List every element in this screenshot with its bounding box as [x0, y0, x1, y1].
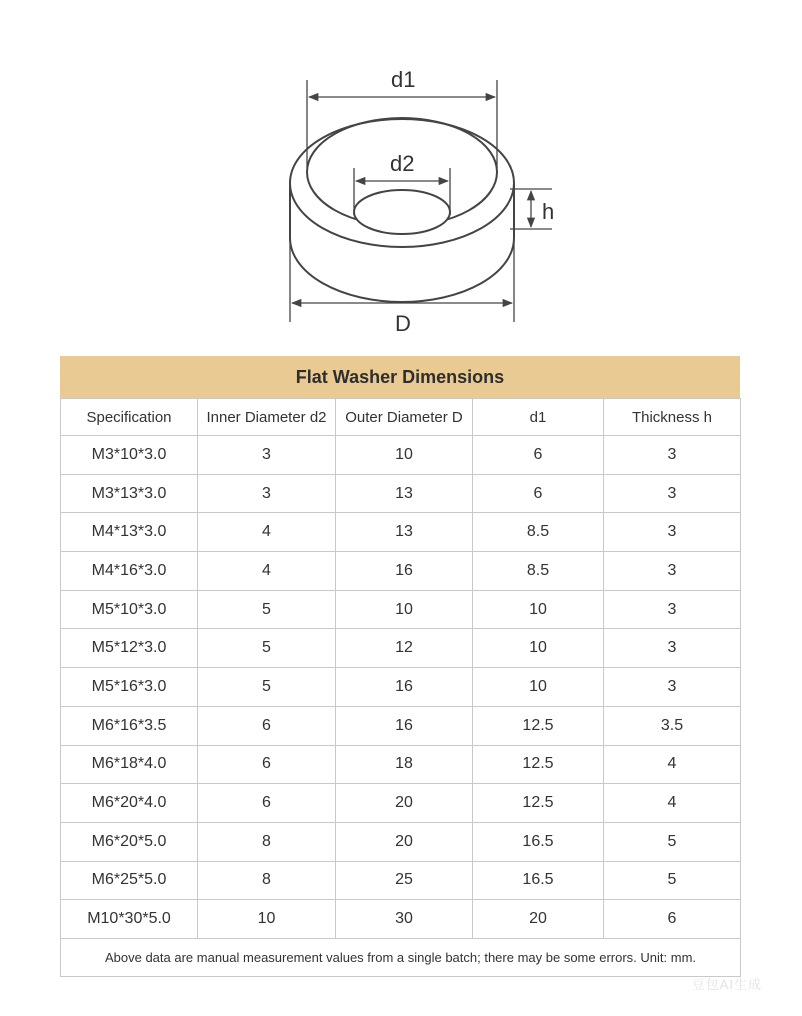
header-d1: d1 [473, 399, 604, 436]
table-row [61, 474, 741, 513]
cell-inner: 4 [198, 552, 336, 591]
cell-inner: 8 [198, 822, 336, 861]
cell-d1: 10 [473, 629, 604, 668]
table-row [61, 745, 741, 784]
cell-spec: M6*20*5.0 [61, 822, 198, 861]
table-title: Flat Washer Dimensions [60, 356, 740, 398]
cell-inner: 3 [198, 474, 336, 513]
D-dimension [290, 240, 514, 322]
cell-d1: 20 [473, 900, 604, 939]
table-row [61, 861, 741, 900]
watermark: 豆包AI生成 [691, 977, 762, 992]
table-note: Above data are manual measurement values from a single batch; there may be some errors. Unit: mm. [61, 938, 741, 976]
cell-inner: 8 [198, 861, 336, 900]
cell-spec: M3*13*3.0 [61, 474, 198, 513]
cell-thickness: 3.5 [604, 706, 741, 745]
cell-d1: 8.5 [473, 513, 604, 552]
cell-outer: 20 [336, 822, 473, 861]
header-outer-diameter: Outer Diameter D [336, 399, 473, 436]
table-row [61, 552, 741, 591]
h-label: h [542, 199, 555, 224]
cell-spec: M10*30*5.0 [61, 900, 198, 939]
cell-d1: 6 [473, 436, 604, 475]
cell-inner: 10 [198, 900, 336, 939]
cell-d1: 10 [473, 590, 604, 629]
cell-thickness: 3 [604, 629, 741, 668]
table-row [61, 706, 741, 745]
cell-thickness: 3 [604, 436, 741, 475]
table-row [61, 900, 741, 939]
washer-diagram [0, 0, 802, 350]
cell-spec: M4*13*3.0 [61, 513, 198, 552]
cell-outer: 10 [336, 590, 473, 629]
cell-d1: 6 [473, 474, 604, 513]
header-specification: Specification [61, 399, 198, 436]
cell-thickness: 3 [604, 590, 741, 629]
cell-thickness: 3 [604, 552, 741, 591]
cell-outer: 13 [336, 474, 473, 513]
cell-inner: 5 [198, 668, 336, 707]
cell-d1: 16.5 [473, 822, 604, 861]
cell-outer: 16 [336, 552, 473, 591]
cell-spec: M6*18*4.0 [61, 745, 198, 784]
cell-spec: M4*16*3.0 [61, 552, 198, 591]
cell-inner: 6 [198, 784, 336, 823]
table-row [61, 590, 741, 629]
cell-d1: 8.5 [473, 552, 604, 591]
cell-inner: 5 [198, 590, 336, 629]
cell-inner: 5 [198, 629, 336, 668]
cell-inner: 6 [198, 706, 336, 745]
table-row [61, 513, 741, 552]
cell-thickness: 4 [604, 745, 741, 784]
cell-inner: 4 [198, 513, 336, 552]
cell-spec: M3*10*3.0 [61, 436, 198, 475]
cell-outer: 18 [336, 745, 473, 784]
note-row [61, 938, 741, 976]
cell-thickness: 3 [604, 474, 741, 513]
D-label: D [395, 311, 411, 336]
cell-outer: 20 [336, 784, 473, 823]
cell-thickness: 6 [604, 900, 741, 939]
dimensions-table-container [60, 356, 740, 977]
cell-inner: 6 [198, 745, 336, 784]
cell-thickness: 5 [604, 861, 741, 900]
cell-outer: 10 [336, 436, 473, 475]
cell-d1: 12.5 [473, 745, 604, 784]
table-row [61, 822, 741, 861]
cell-d1: 10 [473, 668, 604, 707]
d2-label: d2 [390, 151, 415, 176]
cell-spec: M6*25*5.0 [61, 861, 198, 900]
dimensions-table [60, 398, 741, 977]
cell-d1: 12.5 [473, 784, 604, 823]
cell-outer: 12 [336, 629, 473, 668]
d1-label: d1 [391, 67, 416, 92]
table-row [61, 629, 741, 668]
cell-spec: M5*12*3.0 [61, 629, 198, 668]
cell-outer: 13 [336, 513, 473, 552]
cell-thickness: 3 [604, 513, 741, 552]
cell-spec: M5*10*3.0 [61, 590, 198, 629]
cell-outer: 30 [336, 900, 473, 939]
cell-spec: M6*16*3.5 [61, 706, 198, 745]
washer-shape [290, 118, 514, 302]
cell-d1: 12.5 [473, 706, 604, 745]
header-row [61, 399, 741, 436]
header-inner-diameter: Inner Diameter d2 [198, 399, 336, 436]
cell-thickness: 5 [604, 822, 741, 861]
cell-spec: M6*20*4.0 [61, 784, 198, 823]
header-thickness: Thickness h [604, 399, 741, 436]
cell-outer: 16 [336, 706, 473, 745]
cell-inner: 3 [198, 436, 336, 475]
cell-outer: 16 [336, 668, 473, 707]
cell-thickness: 4 [604, 784, 741, 823]
cell-spec: M5*16*3.0 [61, 668, 198, 707]
table-row [61, 436, 741, 475]
table-row [61, 784, 741, 823]
cell-d1: 16.5 [473, 861, 604, 900]
cell-outer: 25 [336, 861, 473, 900]
cell-thickness: 3 [604, 668, 741, 707]
table-row [61, 668, 741, 707]
